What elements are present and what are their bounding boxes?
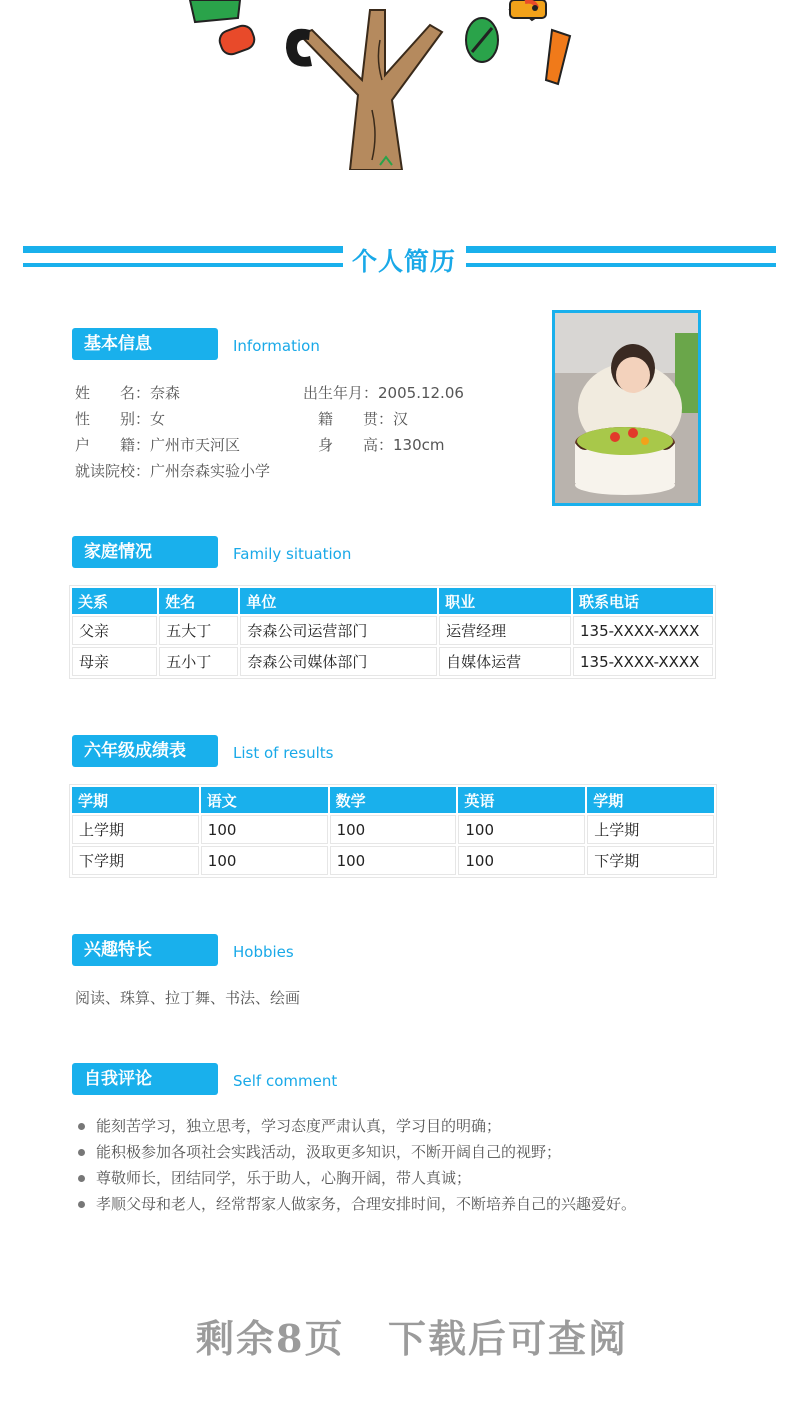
table-cell: 100	[201, 815, 328, 844]
list-item	[75, 1191, 636, 1217]
self-comment-list	[75, 1113, 636, 1217]
bullet-icon	[78, 1123, 85, 1130]
table-cell: 奈森公司媒体部门	[240, 647, 437, 676]
table-cell: 100	[458, 815, 585, 844]
table-header-row	[72, 588, 713, 614]
table-cell: 母亲	[72, 647, 157, 676]
list-item	[75, 1165, 636, 1191]
table-cell: 100	[330, 846, 457, 875]
info-hukou	[75, 434, 240, 455]
table-cell: 100	[330, 815, 457, 844]
section-heading-hobbies: 兴趣特长	[72, 934, 218, 966]
section-heading-family: 家庭情况	[72, 536, 218, 568]
info-name-label: 姓 名：	[75, 384, 151, 402]
list-item-text: 能刻苦学习，独立思考，学习态度严肃认真，学习目的明确；	[96, 1117, 502, 1135]
bullet-icon	[78, 1149, 85, 1156]
results-col-math: 数学	[330, 787, 457, 813]
tree-illustration	[180, 0, 600, 170]
table-cell: 上学期	[72, 815, 199, 844]
section-subheading-self-comment: Self comment	[233, 1072, 338, 1090]
footer-download-hint: 下载后可查阅	[388, 1316, 629, 1361]
info-birth-value: 2005.12.06	[378, 384, 464, 402]
results-table	[70, 785, 716, 877]
section-subheading-basic: Information	[233, 337, 320, 355]
list-item	[75, 1139, 636, 1165]
info-origin-value: 汉	[393, 410, 409, 428]
info-origin-label: 籍 贯：	[318, 410, 394, 428]
table-row	[72, 846, 714, 875]
table-cell: 自媒体运营	[439, 647, 571, 676]
section-heading-basic: 基本信息	[72, 328, 218, 360]
results-col-term: 学期	[72, 787, 199, 813]
info-school-value: 广州奈森实验小学	[150, 462, 271, 480]
info-origin	[318, 408, 408, 429]
student-photo	[552, 310, 701, 506]
footer-remaining-pages: 剩余8页	[196, 1316, 345, 1361]
title-rule-right	[466, 246, 776, 253]
title-rule-left	[23, 246, 343, 253]
results-col-english: 英语	[458, 787, 585, 813]
family-col-occupation: 职业	[439, 588, 571, 614]
table-cell: 上学期	[587, 815, 714, 844]
family-col-employer: 单位	[240, 588, 437, 614]
table-cell: 父亲	[72, 616, 157, 645]
info-hukou-value: 广州市天河区	[150, 436, 241, 454]
info-gender-value: 女	[150, 410, 166, 428]
family-table	[70, 586, 715, 678]
info-height	[318, 434, 445, 455]
table-cell: 奈森公司运营部门	[240, 616, 437, 645]
info-height-value: 130cm	[393, 436, 445, 454]
table-row	[72, 616, 713, 645]
list-item-text: 孝顺父母和老人，经常帮家人做家务，合理安排时间，不断培养自己的兴趣爱好。	[96, 1195, 637, 1213]
table-cell: 运营经理	[439, 616, 571, 645]
title-rule-left-thin	[23, 263, 343, 267]
page-title: 个人简历	[351, 247, 456, 276]
section-heading-results: 六年级成绩表	[72, 735, 218, 767]
section-subheading-hobbies: Hobbies	[233, 943, 294, 961]
info-height-label: 身 高：	[318, 436, 394, 454]
table-row	[72, 647, 713, 676]
hobbies-text: 阅读、珠算、拉丁舞、书法、绘画	[75, 989, 301, 1007]
bullet-icon	[78, 1175, 85, 1182]
list-item	[75, 1113, 636, 1139]
title-rule-right-thin	[466, 263, 776, 267]
table-cell: 100	[458, 846, 585, 875]
table-header-row	[72, 787, 714, 813]
list-item-text: 能积极参加各项社会实践活动，汲取更多知识，不断开阔自己的视野；	[96, 1143, 562, 1161]
table-cell: 五大丁	[159, 616, 238, 645]
results-col-term-2: 学期	[587, 787, 714, 813]
info-birth	[303, 382, 464, 403]
family-col-name: 姓名	[159, 588, 238, 614]
section-subheading-family: Family situation	[233, 545, 352, 563]
info-school-label: 就读院校：	[75, 462, 151, 480]
family-col-relation: 关系	[72, 588, 157, 614]
results-col-chinese: 语文	[201, 787, 328, 813]
table-cell: 下学期	[587, 846, 714, 875]
table-cell: 100	[201, 846, 328, 875]
table-cell: 135-XXXX-XXXX	[573, 647, 713, 676]
info-gender-label: 性 别：	[75, 410, 151, 428]
section-heading-self-comment: 自我评论	[72, 1063, 218, 1095]
info-school	[75, 460, 270, 481]
list-item-text: 尊敬师长，团结同学，乐于助人，心胸开阔，带人真诚；	[96, 1169, 472, 1187]
table-cell: 下学期	[72, 846, 199, 875]
bullet-icon	[78, 1201, 85, 1208]
family-col-phone: 联系电话	[573, 588, 713, 614]
table-cell: 五小丁	[159, 647, 238, 676]
photo-illustration	[555, 313, 698, 503]
table-row	[72, 815, 714, 844]
info-name-value: 奈森	[150, 384, 181, 402]
info-hukou-label: 户 籍：	[75, 436, 151, 454]
info-gender	[75, 408, 165, 429]
section-subheading-results: List of results	[233, 744, 334, 762]
info-birth-label: 出生年月：	[303, 384, 379, 402]
table-cell: 135-XXXX-XXXX	[573, 616, 713, 645]
info-name	[75, 382, 180, 403]
